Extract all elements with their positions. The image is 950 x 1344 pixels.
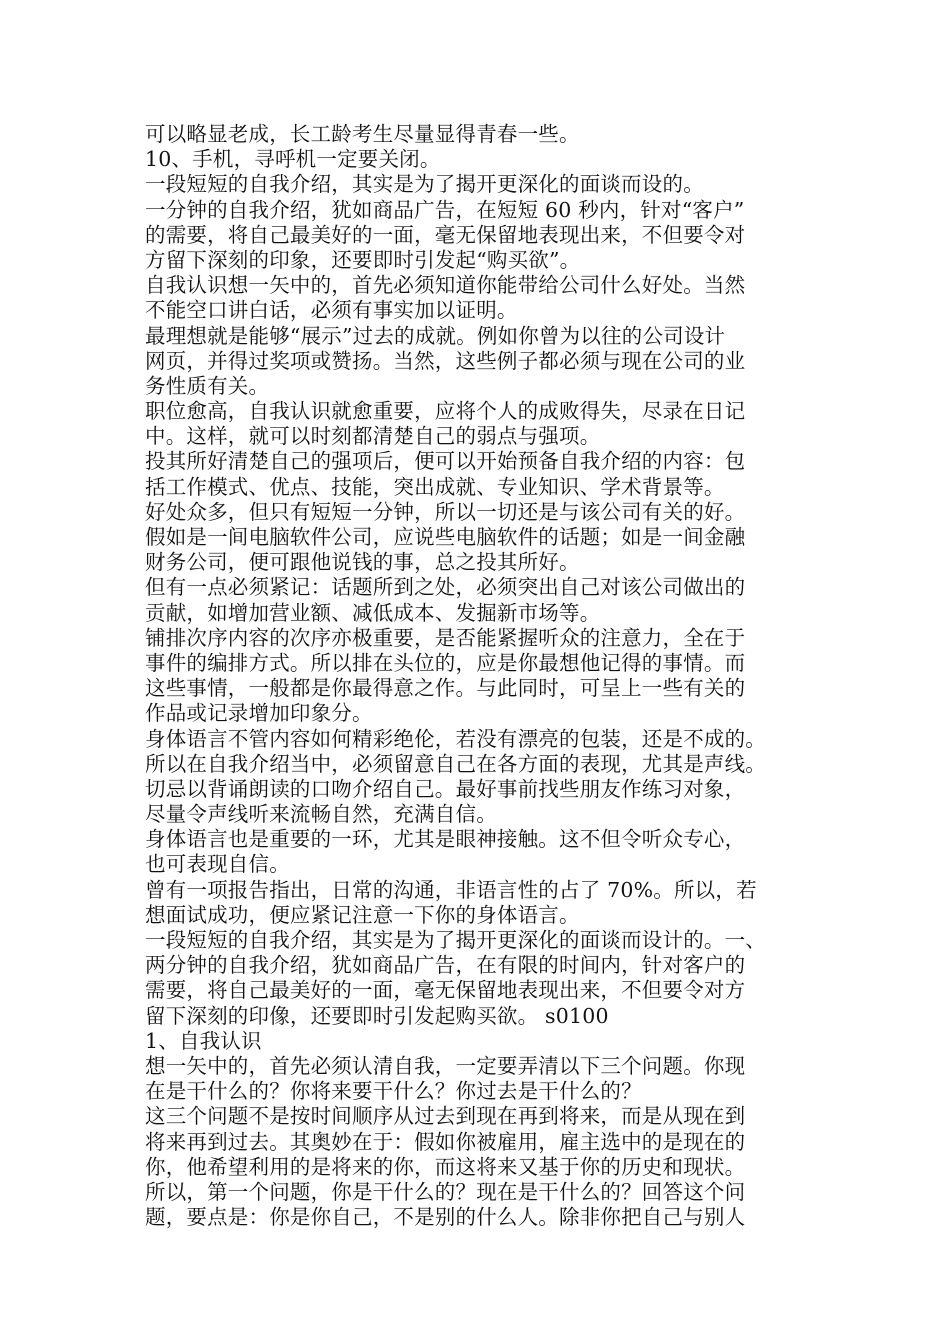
text-line: 所以在自我介绍当中，必须留意自己在各方面的表现，尤其是声线。 xyxy=(145,751,766,776)
text-line: 好处众多，但只有短短一分钟，所以一切还是与该公司有关的好。 xyxy=(145,499,746,524)
text-line: 需要，将自己最美好的一面，毫无保留地表现出来，不但要令对方 xyxy=(145,978,746,1003)
text-line: 在是干什么的？你将来要干什么？你过去是干什么的？ xyxy=(145,1079,642,1104)
text-line: 假如是一间电脑软件公司，应说些电脑软件的话题；如是一间金融 xyxy=(145,525,746,549)
text-line: 曾有一项报告指出，日常的沟通，非语言性的占了 70%。所以，若 xyxy=(145,877,757,902)
text-line: 最理想就是能够“展示”过去的成就。例如你曾为以往的公司设计 xyxy=(145,323,726,348)
text-line: 身体语言也是重要的一环，尤其是眼神接触。这不但令听众专心， xyxy=(145,827,746,852)
text-line: 事件的编排方式。所以排在头位的，应是你最想他记得的事情。而 xyxy=(145,650,746,675)
text-line: 所以，第一个问题，你是干什么的？现在是干什么的？回答这个问 xyxy=(145,1179,746,1204)
text-line: 切忌以背诵朗读的口吻介绍自己。最好事前找些朋友作练习对象， xyxy=(145,776,746,801)
text-line: 括工作模式、优点、技能，突出成就、专业知识、学术背景等。 xyxy=(145,474,725,499)
text-line: 网页，并得过奖项或赞扬。当然，这些例子都必须与现在公司的业 xyxy=(145,348,746,373)
text-line: 你，他希望利用的是将来的你，而这将来又基于你的历史和现状。 xyxy=(145,1154,746,1179)
text-line: 一分钟的自我介绍，犹如商品广告，在短短 60 秒内，针对“客户” xyxy=(145,197,745,222)
text-line: 题，要点是：你是你自己，不是别的什么人。除非你把自己与别人 xyxy=(145,1205,746,1230)
text-line: 也可表现自信。 xyxy=(145,852,290,877)
text-line: 职位愈高，自我认识就愈重要，应将个人的成败得失，尽录在日记 xyxy=(145,399,746,424)
text-line: 贡献，如增加营业额、减低成本、发掘新市场等。 xyxy=(145,600,601,625)
text-line: 不能空口讲白话，必须有事实加以证明。 xyxy=(145,298,518,323)
document-body xyxy=(145,122,805,1230)
text-line: 但有一点必须紧记：话题所到之处，必须突出自己对该公司做出的 xyxy=(145,575,746,600)
text-line: 这三个问题不是按时间顺序从过去到现在再到将来，而是从现在到 xyxy=(145,1104,746,1129)
text-line: 中。这样，就可以时刻都清楚自己的弱点与强项。 xyxy=(145,424,601,449)
text-line: 想面试成功，便应紧记注意一下你的身体语言。 xyxy=(145,902,580,927)
section-heading: 1、自我认识 xyxy=(145,1028,262,1053)
text-line: 作品或记录增加印象分。 xyxy=(145,701,373,726)
text-line: 一段短短的自我介绍，其实是为了揭开更深化的面谈而设计的。一、 xyxy=(145,928,766,952)
text-line: 可以略显老成，长工龄考生尽量显得青春一些。 xyxy=(145,122,580,146)
text-line: 方留下深刻的印象，还要即时引发起“购买欲”。 xyxy=(145,247,581,272)
text-line: 10、手机，寻呼机一定要关闭。 xyxy=(145,147,441,172)
text-line: 这些事情，一般都是你最得意之作。与此同时，可呈上一些有关的 xyxy=(145,676,746,701)
text-line: 身体语言不管内容如何精彩绝伦，若没有漂亮的包装，还是不成的。 xyxy=(145,726,766,751)
text-line: 投其所好清楚自己的强项后，便可以开始预备自我介绍的内容：包 xyxy=(145,449,746,474)
text-line: 两分钟的自我介绍，犹如商品广告，在有限的时间内，针对客户的 xyxy=(145,953,746,978)
text-line: 务性质有关。 xyxy=(145,373,270,398)
text-line: 想一矢中的，首先必须认清自我，一定要弄清以下三个问题。你现 xyxy=(145,1053,746,1078)
text-line: 自我认识想一矢中的，首先必须知道你能带给公司什么好处。当然 xyxy=(145,273,746,298)
text-line: 一段短短的自我介绍，其实是为了揭开更深化的面谈而设的。 xyxy=(145,172,704,197)
text-line: 铺排次序内容的次序亦极重要，是否能紧握听众的注意力，全在于 xyxy=(145,625,746,650)
text-line: 财务公司，便可跟他说钱的事，总之投其所好。 xyxy=(145,550,580,575)
text-line: 将来再到过去。其奥妙在于：假如你被雇用，雇主选中的是现在的 xyxy=(145,1129,746,1154)
text-line: 留下深刻的印像，还要即时引发起购买欲。 s0100 xyxy=(145,1003,609,1028)
text-line: 的需要，将自己最美好的一面，毫无保留地表现出来，不但要令对 xyxy=(145,222,746,247)
text-line: 尽量令声线听来流畅自然，充满自信。 xyxy=(145,802,497,827)
